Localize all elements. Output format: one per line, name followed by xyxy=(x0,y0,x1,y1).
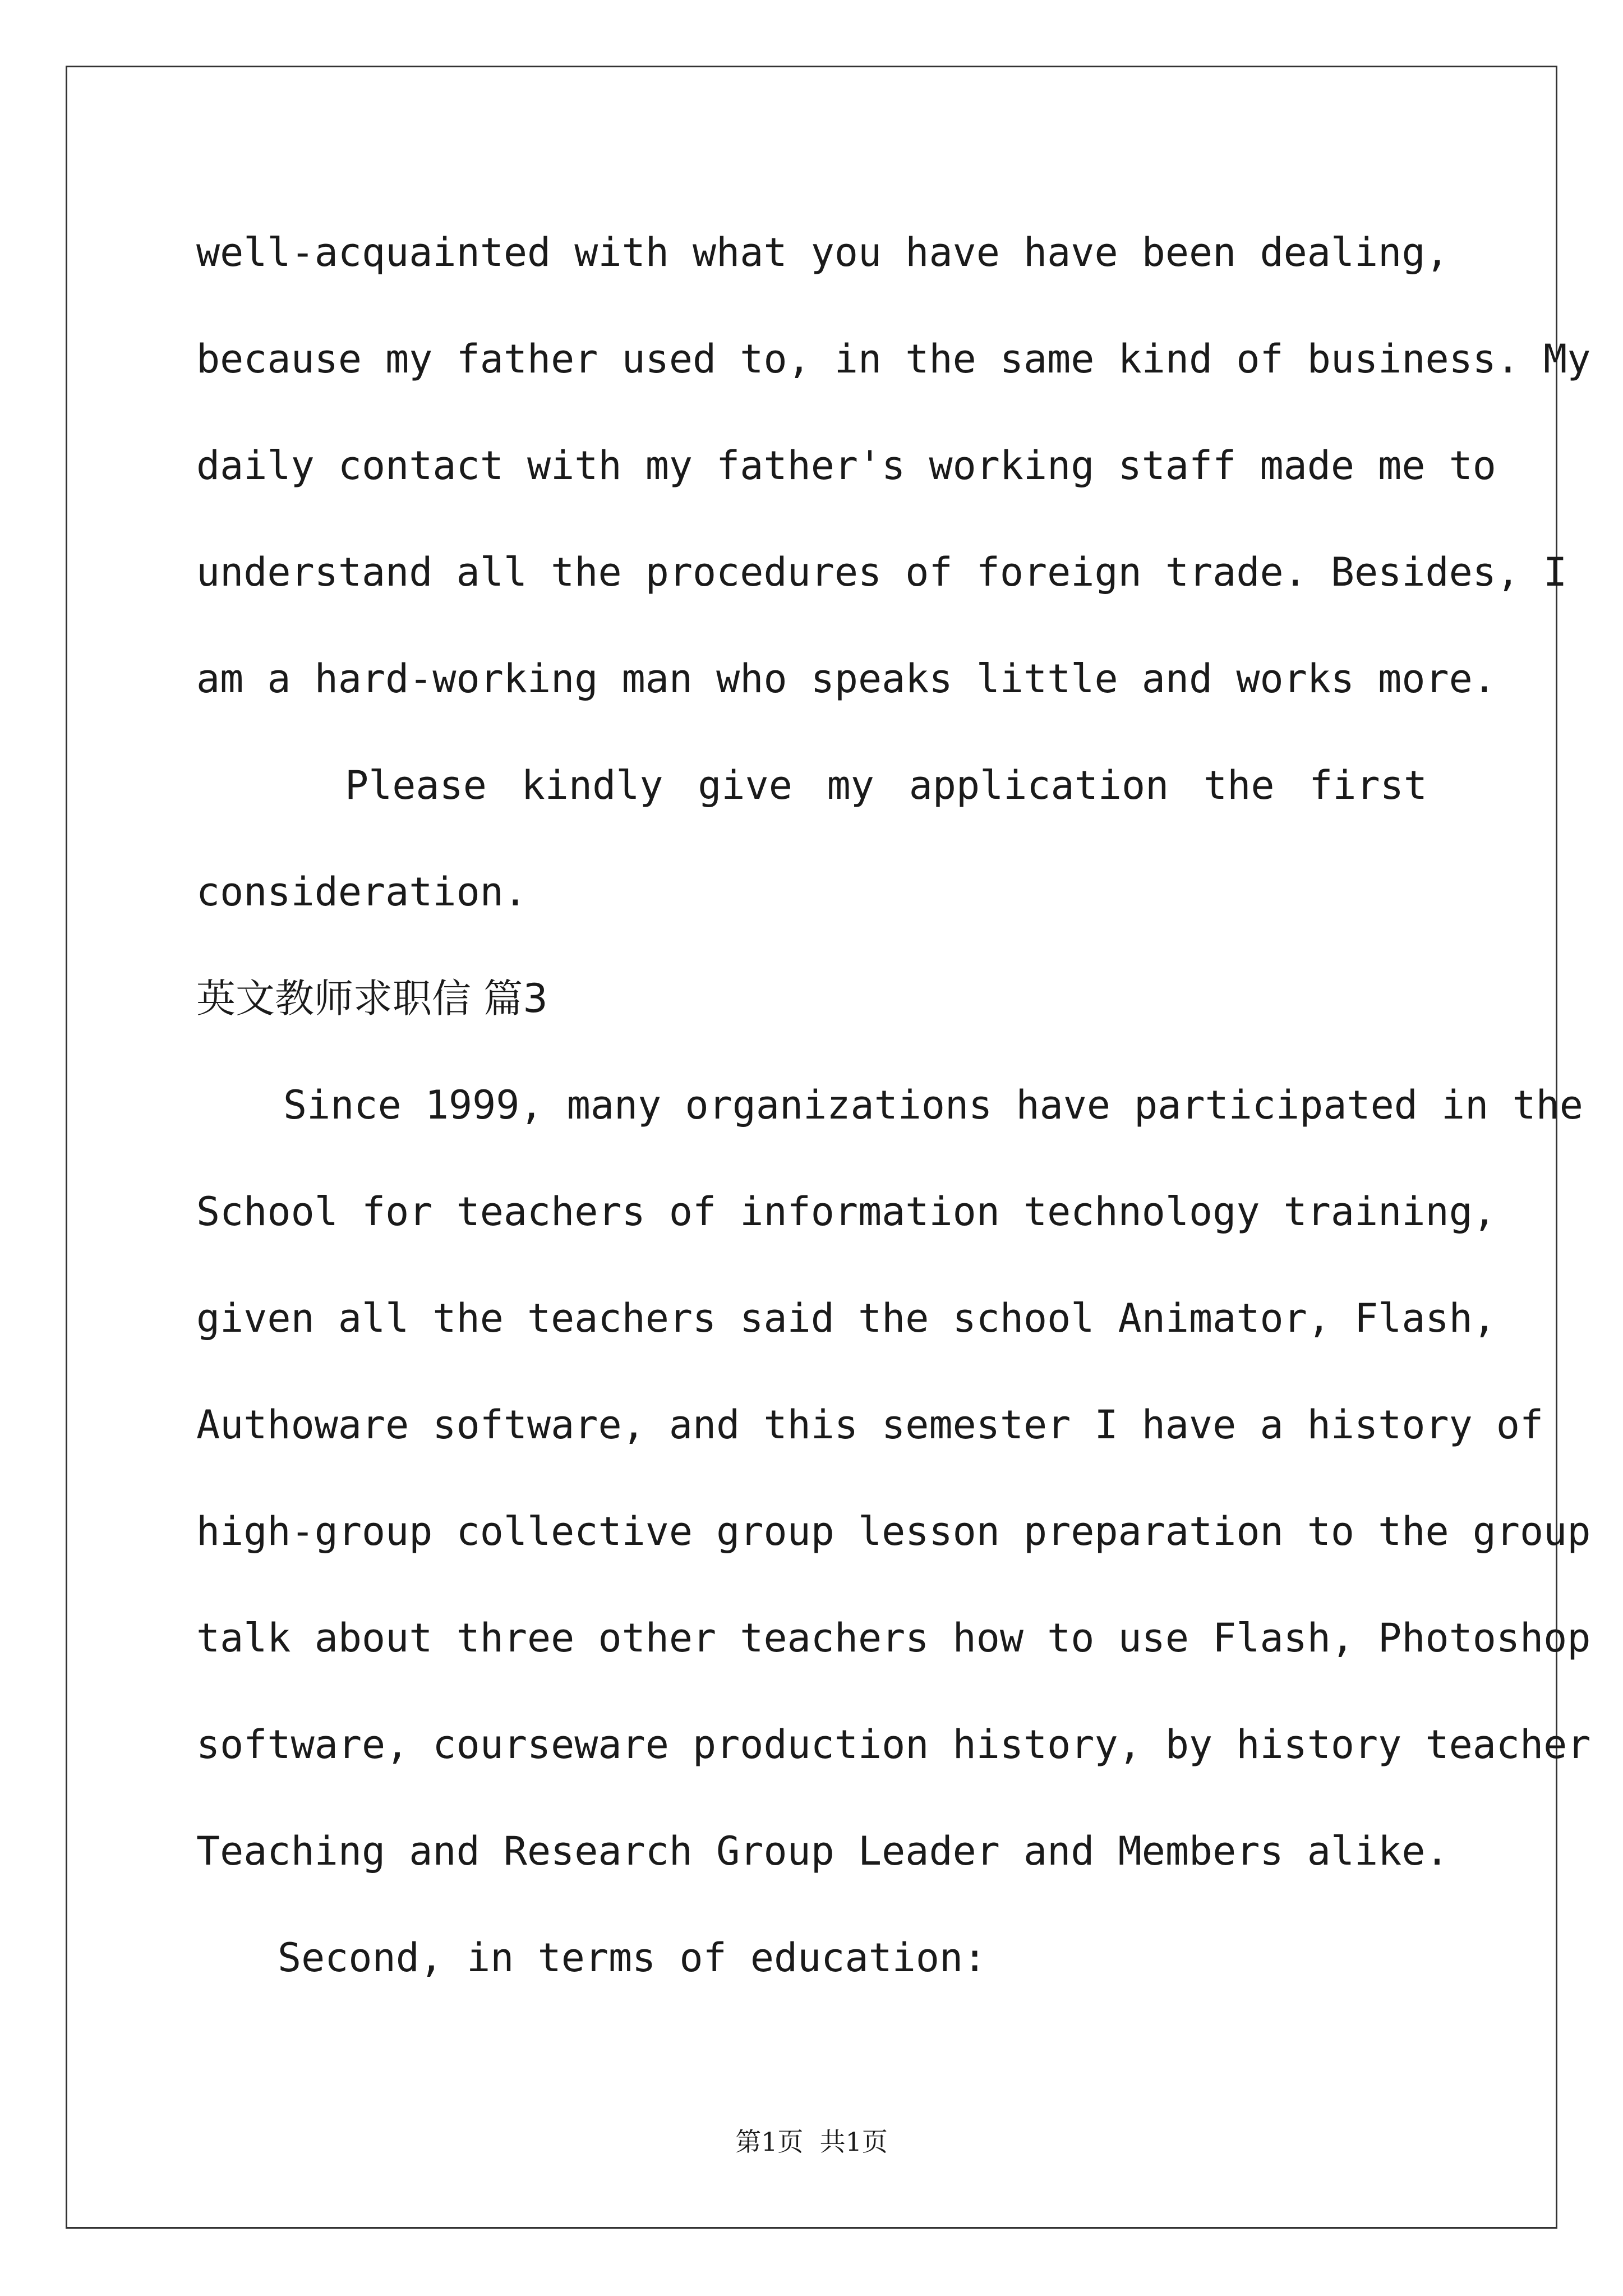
text-line: daily contact with my father's working staff made me to xyxy=(196,443,1496,489)
text-line: because my father used to, in the same kind of business. My xyxy=(196,336,1591,382)
text-line: talk about three other teachers how to use Flash, Photoshop xyxy=(196,1615,1591,1661)
text-line: understand all the procedures of foreign trade. Besides, I xyxy=(196,549,1567,595)
section-heading: 英文教师求职信 篇3 xyxy=(196,976,548,1022)
page-footer: 第1页 共1页 xyxy=(735,2127,888,2157)
text-line: consideration. xyxy=(196,869,528,915)
text-line: School for teachers of information technology training, xyxy=(196,1189,1496,1235)
text-line: Please kindly give my application the first xyxy=(345,762,1427,808)
text-line: high-group collective group lesson preparation to the group xyxy=(196,1508,1591,1554)
text-line: Second, in terms of education: xyxy=(278,1935,987,1981)
page-border xyxy=(66,66,1591,2229)
text-line: Teaching and Research Group Leader and Members alike. xyxy=(196,1828,1449,1874)
text-line: well-acquainted with what you have have been dealing, xyxy=(196,229,1449,275)
text-line: Since 1999, many organizations have participated in the xyxy=(283,1082,1583,1128)
text-line: given all the teachers said the school Animator, Flash, xyxy=(196,1295,1496,1341)
text-line: Authoware software, and this semester I have a history of xyxy=(196,1402,1544,1448)
text-line: am a hard-working man who speaks little and works more. xyxy=(196,656,1496,702)
text-line: software, courseware production history, by history teacher xyxy=(196,1722,1591,1768)
